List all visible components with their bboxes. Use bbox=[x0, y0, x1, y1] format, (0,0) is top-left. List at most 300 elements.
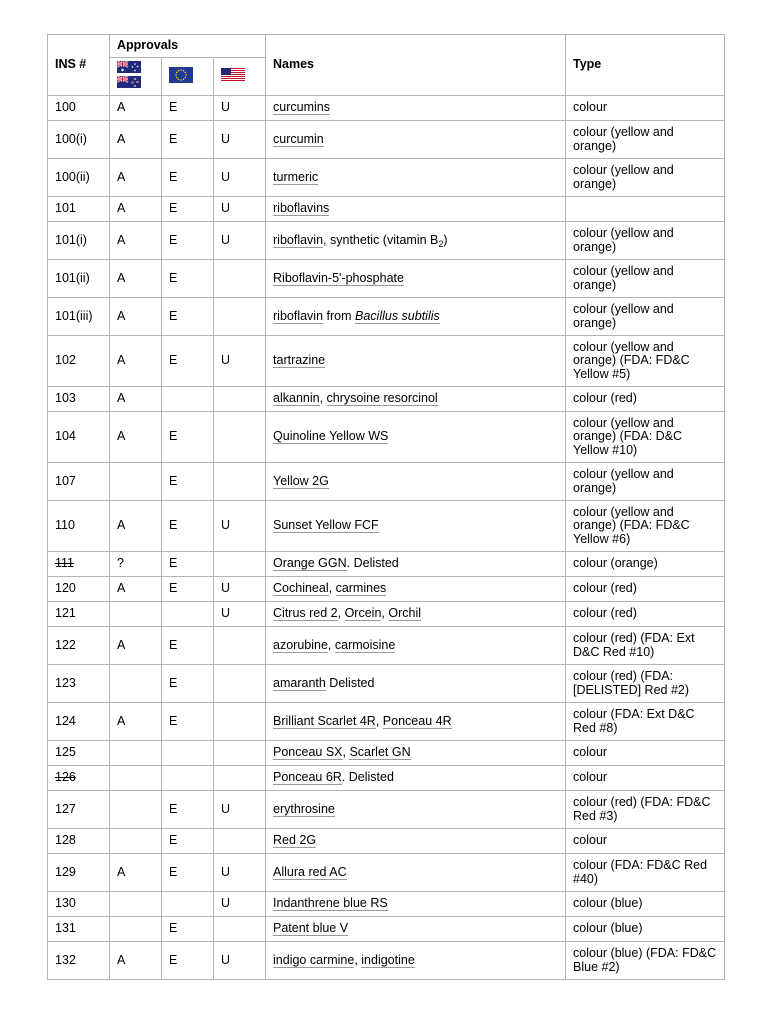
ins-code-cell bbox=[48, 96, 110, 121]
additive-name-link[interactable]: Ponceau 6R bbox=[273, 770, 342, 785]
ins-code-text: 128 bbox=[55, 833, 76, 848]
approval-eu-text: E bbox=[169, 581, 178, 596]
ins-code-cell bbox=[48, 412, 110, 463]
approval-usa-cell bbox=[214, 260, 266, 298]
approval-australia-newzealand-text: A bbox=[117, 581, 126, 596]
ins-code-cell bbox=[48, 741, 110, 766]
additive-name-cell bbox=[266, 577, 566, 602]
approval-eu-cell bbox=[162, 892, 214, 917]
column-header-ins: INS # bbox=[48, 35, 110, 96]
additive-type-cell bbox=[566, 577, 725, 602]
additive-name-text: , bbox=[375, 713, 383, 728]
additive-type-cell bbox=[566, 159, 725, 197]
approval-australia-newzealand-text: A bbox=[117, 308, 126, 323]
approval-eu-cell bbox=[162, 121, 214, 159]
ins-code-text: 111 bbox=[55, 556, 75, 571]
approval-australia-newzealand-cell bbox=[110, 336, 162, 387]
additive-name-cell bbox=[266, 463, 566, 501]
table-row bbox=[48, 917, 725, 942]
approval-usa-cell bbox=[214, 665, 266, 703]
approval-eu-text: E bbox=[169, 833, 178, 848]
additive-type-text: colour (FDA: Ext D&C Red #8) bbox=[573, 707, 695, 735]
additive-type-text: colour (yellow and orange) (FDA: FD&C Yellow #6) bbox=[573, 504, 690, 546]
approval-australia-newzealand-text: A bbox=[117, 100, 126, 115]
additive-name-link[interactable]: Yellow 2G bbox=[273, 473, 329, 488]
approval-australia-newzealand-cell bbox=[110, 703, 162, 741]
approval-australia-newzealand-text: A bbox=[117, 952, 126, 967]
additive-name-link[interactable]: carmines bbox=[335, 581, 387, 596]
table-row bbox=[48, 387, 725, 412]
ins-code-text: 130 bbox=[55, 896, 76, 911]
approval-usa-cell bbox=[214, 829, 266, 854]
approval-australia-newzealand-cell bbox=[110, 412, 162, 463]
additive-type-text: colour (blue) bbox=[573, 921, 643, 936]
additive-type-text: colour (orange) bbox=[573, 556, 658, 571]
ins-code-cell bbox=[48, 121, 110, 159]
additive-name-link[interactable]: amaranth bbox=[273, 675, 326, 690]
column-header-type: Type bbox=[566, 35, 725, 96]
additive-name-link[interactable]: erythrosine bbox=[273, 801, 335, 816]
ins-code-cell bbox=[48, 298, 110, 336]
additive-name-cell bbox=[266, 741, 566, 766]
ins-code-cell bbox=[48, 766, 110, 791]
additive-name-link[interactable]: Orange GGN bbox=[273, 556, 347, 571]
approval-australia-newzealand-text: A bbox=[117, 518, 126, 533]
additive-name-link[interactable]: Sunset Yellow FCF bbox=[273, 518, 379, 533]
approval-usa-text: U bbox=[221, 232, 231, 247]
additive-name-cell bbox=[266, 829, 566, 854]
approval-eu-text: E bbox=[169, 169, 178, 184]
approval-usa-cell bbox=[214, 892, 266, 917]
approval-usa-text: U bbox=[221, 169, 231, 184]
approval-australia-newzealand-text: A bbox=[117, 391, 126, 406]
additive-name-text: , bbox=[328, 581, 336, 596]
approval-eu-text: E bbox=[169, 675, 178, 690]
additive-type-cell bbox=[566, 791, 725, 829]
table-row bbox=[48, 298, 725, 336]
additive-name-link[interactable]: curcumin bbox=[273, 131, 324, 146]
approval-australia-newzealand-text: A bbox=[117, 429, 126, 444]
ins-code-cell bbox=[48, 854, 110, 892]
additive-name-link[interactable]: Cochineal bbox=[273, 581, 329, 596]
approval-eu-text: E bbox=[169, 473, 178, 488]
approval-usa-text: U bbox=[221, 896, 231, 911]
approval-australia-newzealand-text: A bbox=[117, 232, 126, 247]
approval-australia-newzealand-cell bbox=[110, 602, 162, 627]
approval-usa-text: U bbox=[221, 864, 231, 879]
ins-code-text: 124 bbox=[55, 713, 76, 728]
approval-eu-cell bbox=[162, 602, 214, 627]
additive-type-text: colour (red) bbox=[573, 391, 637, 406]
additive-type-cell bbox=[566, 766, 725, 791]
additive-type-cell bbox=[566, 387, 725, 412]
additive-name-link[interactable]: turmeric bbox=[273, 169, 319, 184]
additive-name-link[interactable]: Quinoline Yellow WS bbox=[273, 429, 389, 444]
approval-usa-text: U bbox=[221, 801, 231, 816]
table-body bbox=[48, 96, 725, 980]
approval-usa-cell bbox=[214, 121, 266, 159]
approval-australia-newzealand-cell bbox=[110, 829, 162, 854]
approval-australia-newzealand-cell bbox=[110, 892, 162, 917]
additive-name-link[interactable]: Ponceau 4R bbox=[382, 713, 452, 728]
additive-name-text: , bbox=[381, 606, 389, 621]
additive-type-text: colour bbox=[573, 100, 608, 115]
additive-name-text: , bbox=[337, 606, 345, 621]
approval-usa-cell bbox=[214, 222, 266, 260]
additive-type-text: colour (red) bbox=[573, 581, 637, 596]
approval-usa-cell bbox=[214, 501, 266, 552]
table-row bbox=[48, 703, 725, 741]
ins-code-text: 132 bbox=[55, 952, 76, 967]
additive-type-cell bbox=[566, 627, 725, 665]
approval-eu-text: E bbox=[169, 232, 178, 247]
additive-type-cell bbox=[566, 892, 725, 917]
ins-code-text: 100 bbox=[55, 100, 76, 115]
ins-code-cell bbox=[48, 791, 110, 829]
additive-name-text: ) bbox=[443, 232, 448, 247]
additive-name-link[interactable]: azorubine bbox=[273, 637, 328, 652]
table-row bbox=[48, 336, 725, 387]
additive-name-link[interactable]: Indanthrene blue RS bbox=[273, 896, 388, 911]
ins-code-text: 129 bbox=[55, 864, 76, 879]
approval-eu-text: E bbox=[169, 801, 178, 816]
approval-australia-newzealand-cell bbox=[110, 766, 162, 791]
approval-eu-cell bbox=[162, 552, 214, 577]
additive-type-text: colour (yellow and orange) bbox=[573, 302, 674, 330]
additive-type-text: colour (yellow and orange) bbox=[573, 125, 674, 153]
additive-name-cell bbox=[266, 412, 566, 463]
additive-name-text: , bbox=[327, 637, 335, 652]
table-row bbox=[48, 627, 725, 665]
approval-eu-cell bbox=[162, 942, 214, 980]
additive-type-text: colour (blue) (FDA: FD&C Blue #2) bbox=[573, 946, 717, 974]
additive-type-cell bbox=[566, 197, 725, 222]
approval-eu-cell bbox=[162, 829, 214, 854]
additive-name-cell bbox=[266, 942, 566, 980]
approval-australia-newzealand-cell bbox=[110, 463, 162, 501]
ins-code-cell bbox=[48, 552, 110, 577]
approval-australia-newzealand-text: A bbox=[117, 353, 126, 368]
table-row bbox=[48, 892, 725, 917]
approval-eu-cell bbox=[162, 665, 214, 703]
approval-usa-cell bbox=[214, 412, 266, 463]
ins-code-cell bbox=[48, 336, 110, 387]
additive-name-cell bbox=[266, 197, 566, 222]
additive-name-cell bbox=[266, 703, 566, 741]
additive-type-text: colour (yellow and orange) (FDA: D&C Yellow #10) bbox=[573, 415, 683, 457]
additive-name-text: , bbox=[319, 391, 327, 406]
additive-type-cell bbox=[566, 741, 725, 766]
additive-name-link[interactable]: indigotine bbox=[361, 952, 415, 967]
table-row bbox=[48, 260, 725, 298]
ins-code-cell bbox=[48, 222, 110, 260]
additive-name-link[interactable]: riboflavins bbox=[273, 201, 330, 216]
table-row bbox=[48, 501, 725, 552]
additive-type-text: colour (FDA: FD&C Red #40) bbox=[573, 858, 708, 886]
approval-australia-newzealand-cell bbox=[110, 387, 162, 412]
table-row bbox=[48, 222, 725, 260]
approval-eu-text: E bbox=[169, 201, 178, 216]
additive-type-cell bbox=[566, 942, 725, 980]
approval-usa-cell bbox=[214, 942, 266, 980]
ins-code-text: 103 bbox=[55, 391, 76, 406]
additive-type-cell bbox=[566, 917, 725, 942]
header-row bbox=[48, 35, 725, 58]
approval-australia-newzealand-cell bbox=[110, 627, 162, 665]
additive-name-link[interactable]: curcumins bbox=[273, 100, 330, 115]
approval-eu-text: E bbox=[169, 308, 178, 323]
additive-type-cell bbox=[566, 96, 725, 121]
ins-code-cell bbox=[48, 627, 110, 665]
additive-type-cell bbox=[566, 463, 725, 501]
ins-code-text: 100(i) bbox=[55, 131, 87, 146]
column-header-approvals: Approvals bbox=[110, 35, 266, 58]
approval-usa-cell bbox=[214, 159, 266, 197]
additive-name-cell bbox=[266, 159, 566, 197]
additive-type-cell bbox=[566, 665, 725, 703]
ins-code-text: 101(i) bbox=[55, 232, 87, 247]
additive-name-link[interactable]: Ponceau SX bbox=[273, 745, 343, 760]
approval-australia-newzealand-cell bbox=[110, 222, 162, 260]
ins-code-text: 102 bbox=[55, 353, 76, 368]
ins-code-cell bbox=[48, 892, 110, 917]
approval-usa-cell bbox=[214, 387, 266, 412]
approval-australia-newzealand-text: A bbox=[117, 201, 126, 216]
table-row bbox=[48, 412, 725, 463]
approval-australia-newzealand-text: ? bbox=[117, 556, 124, 571]
ins-code-text: 107 bbox=[55, 473, 76, 488]
approval-australia-newzealand-cell bbox=[110, 298, 162, 336]
additive-name-link[interactable]: Citrus red 2 bbox=[273, 606, 338, 621]
additive-name-link[interactable]: riboflavin bbox=[273, 308, 324, 323]
additive-name-text: . Delisted bbox=[346, 556, 399, 571]
ins-code-cell bbox=[48, 159, 110, 197]
approval-eu-cell bbox=[162, 387, 214, 412]
approval-australia-newzealand-text: A bbox=[117, 864, 126, 879]
additive-name-text: Delisted bbox=[325, 675, 375, 690]
approval-usa-text: U bbox=[221, 518, 231, 533]
additive-name-link[interactable]: tartrazine bbox=[273, 353, 326, 368]
additive-name-link[interactable]: Orchil bbox=[388, 606, 422, 621]
table-row bbox=[48, 552, 725, 577]
additive-type-text: colour (yellow and orange) (FDA: FD&C Yellow #5) bbox=[573, 339, 690, 381]
table-row bbox=[48, 829, 725, 854]
table-row bbox=[48, 197, 725, 222]
additive-type-cell bbox=[566, 260, 725, 298]
additive-name-link[interactable]: Patent blue V bbox=[273, 921, 349, 936]
additive-name-link[interactable]: Bacillus subtilis bbox=[355, 308, 440, 323]
additive-name-cell bbox=[266, 222, 566, 260]
ins-code-cell bbox=[48, 665, 110, 703]
additive-name-link[interactable]: indigo carmine bbox=[273, 952, 355, 967]
additive-name-link[interactable]: chrysoine resorcinol bbox=[326, 391, 438, 406]
additive-type-cell bbox=[566, 298, 725, 336]
ins-code-text: 125 bbox=[55, 745, 76, 760]
approval-eu-cell bbox=[162, 197, 214, 222]
ins-code-text: 131 bbox=[55, 921, 76, 936]
approval-usa-text: U bbox=[221, 100, 231, 115]
approval-usa-cell bbox=[214, 96, 266, 121]
ins-code-text: 126 bbox=[55, 770, 76, 785]
additive-type-cell bbox=[566, 552, 725, 577]
additive-type-cell bbox=[566, 602, 725, 627]
additive-name-link[interactable]: carmoisine bbox=[334, 637, 396, 652]
approval-usa-cell bbox=[214, 336, 266, 387]
approval-eu-cell bbox=[162, 222, 214, 260]
approval-eu-text: E bbox=[169, 131, 178, 146]
ins-code-cell bbox=[48, 917, 110, 942]
ins-code-cell bbox=[48, 387, 110, 412]
additive-name-cell bbox=[266, 627, 566, 665]
approval-eu-cell bbox=[162, 463, 214, 501]
additive-type-cell bbox=[566, 703, 725, 741]
additive-name-link[interactable]: Orcein bbox=[344, 606, 382, 621]
additive-type-cell bbox=[566, 222, 725, 260]
approval-usa-cell bbox=[214, 298, 266, 336]
table-row bbox=[48, 159, 725, 197]
table-row bbox=[48, 602, 725, 627]
approval-usa-cell bbox=[214, 766, 266, 791]
approval-eu-text: E bbox=[169, 637, 178, 652]
ins-code-cell bbox=[48, 829, 110, 854]
additive-type-text: colour (yellow and orange) bbox=[573, 163, 674, 191]
approval-eu-cell bbox=[162, 96, 214, 121]
additive-name-link[interactable]: Scarlet GN bbox=[349, 745, 411, 760]
approval-eu-cell bbox=[162, 260, 214, 298]
approval-eu-cell bbox=[162, 627, 214, 665]
approval-eu-text: E bbox=[169, 518, 178, 533]
additive-type-text: colour (red) (FDA: FD&C Red #3) bbox=[573, 795, 711, 823]
table-row bbox=[48, 463, 725, 501]
table-row bbox=[48, 121, 725, 159]
approval-australia-newzealand-text: A bbox=[117, 270, 126, 285]
approval-usa-cell bbox=[214, 917, 266, 942]
ins-code-text: 121 bbox=[55, 606, 76, 621]
approval-eu-cell bbox=[162, 577, 214, 602]
approval-usa-cell bbox=[214, 552, 266, 577]
approval-usa-cell bbox=[214, 627, 266, 665]
approval-eu-text: E bbox=[169, 864, 178, 879]
eu-flag-icon bbox=[169, 67, 193, 87]
ins-code-text: 123 bbox=[55, 675, 76, 690]
additive-name-link[interactable]: Riboflavin-5'-phosphate bbox=[273, 270, 404, 285]
additive-name-cell bbox=[266, 552, 566, 577]
table-row bbox=[48, 577, 725, 602]
additive-name-link[interactable]: alkannin bbox=[273, 391, 320, 406]
approval-usa-cell bbox=[214, 602, 266, 627]
approval-eu-cell bbox=[162, 741, 214, 766]
approval-eu-cell bbox=[162, 703, 214, 741]
approval-usa-cell bbox=[214, 854, 266, 892]
additive-type-text: colour (blue) bbox=[573, 896, 643, 911]
approval-australia-newzealand-cell bbox=[110, 741, 162, 766]
additive-type-text: colour bbox=[573, 770, 608, 785]
additive-name-text: , synthetic (vitamin B bbox=[323, 232, 439, 247]
column-header-names: Names bbox=[266, 35, 566, 96]
approval-australia-newzealand-cell bbox=[110, 942, 162, 980]
additive-name-cell bbox=[266, 298, 566, 336]
table-row bbox=[48, 766, 725, 791]
approval-eu-cell bbox=[162, 791, 214, 829]
additive-name-link[interactable]: Brilliant Scarlet 4R bbox=[273, 713, 376, 728]
approval-eu-cell bbox=[162, 766, 214, 791]
approval-eu-text: E bbox=[169, 556, 178, 571]
additive-type-text: colour (yellow and orange) bbox=[573, 467, 674, 495]
approval-eu-text: E bbox=[169, 429, 178, 444]
additive-type-cell bbox=[566, 121, 725, 159]
additive-name-text: from bbox=[323, 308, 355, 323]
ins-code-text: 120 bbox=[55, 581, 76, 596]
ins-code-text: 101(iii) bbox=[55, 308, 93, 323]
additive-name-cell bbox=[266, 121, 566, 159]
ins-code-text: 100(ii) bbox=[55, 169, 90, 184]
table-row bbox=[48, 791, 725, 829]
ins-code-cell bbox=[48, 703, 110, 741]
approval-australia-newzealand-cell bbox=[110, 577, 162, 602]
additive-type-text: colour bbox=[573, 833, 608, 848]
additive-name-cell bbox=[266, 336, 566, 387]
approval-usa-text: U bbox=[221, 201, 231, 216]
additive-name-cell bbox=[266, 602, 566, 627]
approval-usa-text: U bbox=[221, 131, 231, 146]
table-row bbox=[48, 942, 725, 980]
approval-usa-cell bbox=[214, 791, 266, 829]
additive-name-cell bbox=[266, 917, 566, 942]
additive-name-cell bbox=[266, 791, 566, 829]
approval-usa-cell bbox=[214, 577, 266, 602]
usa-flag-icon bbox=[221, 68, 245, 85]
additive-type-text: colour (red) (FDA: Ext D&C Red #10) bbox=[573, 631, 695, 659]
additive-name-link[interactable]: Allura red AC bbox=[273, 864, 347, 879]
usa-flag-cell bbox=[214, 58, 266, 96]
additive-type-cell bbox=[566, 829, 725, 854]
ins-code-text: 104 bbox=[55, 429, 76, 444]
additive-name-cell bbox=[266, 501, 566, 552]
table-row bbox=[48, 665, 725, 703]
approval-usa-cell bbox=[214, 463, 266, 501]
australia-newzealand-flag-cell bbox=[110, 58, 162, 96]
approval-usa-cell bbox=[214, 703, 266, 741]
additive-name-cell bbox=[266, 96, 566, 121]
approval-australia-newzealand-cell bbox=[110, 159, 162, 197]
ins-code-text: 101 bbox=[55, 201, 76, 216]
approval-eu-text: E bbox=[169, 952, 178, 967]
approval-australia-newzealand-text: A bbox=[117, 131, 126, 146]
ins-code-text: 101(ii) bbox=[55, 270, 90, 285]
additive-type-cell bbox=[566, 501, 725, 552]
approval-australia-newzealand-cell bbox=[110, 197, 162, 222]
additive-name-cell bbox=[266, 665, 566, 703]
ins-code-text: 110 bbox=[55, 518, 75, 533]
additive-type-text: colour (yellow and orange) bbox=[573, 264, 674, 292]
approval-eu-cell bbox=[162, 159, 214, 197]
approval-eu-cell bbox=[162, 336, 214, 387]
additive-name-cell bbox=[266, 260, 566, 298]
approval-australia-newzealand-cell bbox=[110, 917, 162, 942]
additive-name-cell bbox=[266, 854, 566, 892]
additive-name-text: . Delisted bbox=[341, 770, 394, 785]
approval-usa-text: U bbox=[221, 353, 231, 368]
additive-type-text: colour bbox=[573, 745, 608, 760]
approval-eu-cell bbox=[162, 917, 214, 942]
approval-eu-text: E bbox=[169, 713, 178, 728]
additive-type-text: colour (red) (FDA: [DELISTED] Red #2) bbox=[573, 669, 690, 697]
additive-type-cell bbox=[566, 336, 725, 387]
approval-eu-text: E bbox=[169, 270, 178, 285]
approval-usa-text: U bbox=[221, 606, 231, 621]
additive-name-link[interactable]: Red 2G bbox=[273, 833, 317, 848]
additive-name-link[interactable]: riboflavin bbox=[273, 232, 324, 247]
